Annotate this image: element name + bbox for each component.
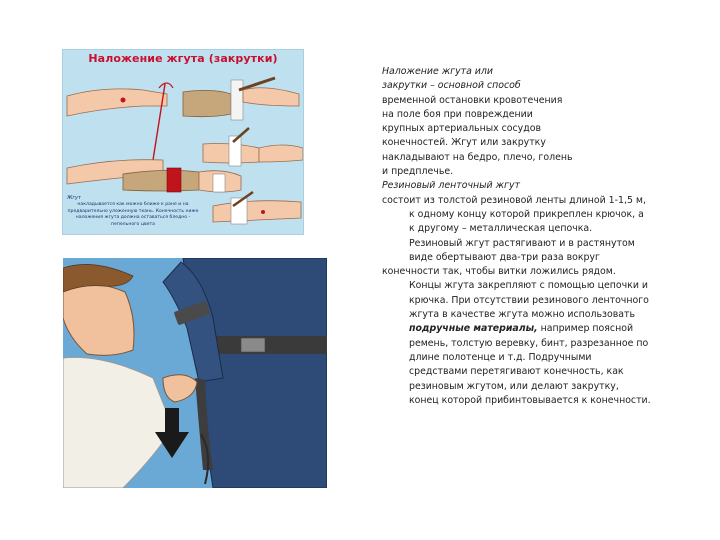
instruction-text xyxy=(382,65,682,408)
tourniquet-application-drawing xyxy=(63,258,327,488)
para2-line-2: к одному концу которой прикреплен крючок, а xyxy=(409,208,644,220)
para3-line-4: жгута в качестве жгута можно использовать xyxy=(409,309,636,321)
figure-caption-label: Жгут xyxy=(67,195,81,201)
para3-line-5-rest: например поясной xyxy=(537,323,634,335)
emphasis-improvised-materials: подручные материалы, xyxy=(409,323,538,335)
para2-line-3: к другому – металлическая цепочка. xyxy=(409,223,593,235)
para3-line-9: резиновым жгутом, или делают закрутку, xyxy=(409,380,619,392)
figure-title: Наложение жгута (закрутки) xyxy=(88,52,278,65)
para3-line-10: конец которой прибинтовывается к конечности. xyxy=(409,394,651,406)
para3-line-5 xyxy=(382,322,682,336)
para3-line-1: конечности так, чтобы витки ложились рядом. xyxy=(382,266,616,278)
para3-line-7: длине полотенце и т.д. Подручными xyxy=(409,351,592,363)
para1-line-2: на поле боя при повреждении xyxy=(382,108,533,120)
figure-caption-text: накладывается как можно ближе к ране и на предварительно уложенную ткань. Конечность ниже наложения жгута должна оставаться бледно - пепельного цвета xyxy=(67,202,199,227)
tourniquet-application-illustration xyxy=(63,258,327,488)
para2-line-4: Резиновый жгут растягивают и в растянутом xyxy=(409,237,635,249)
para1-line-6: и предплечье. xyxy=(382,166,454,178)
tourniquet-steps-illustration xyxy=(62,49,304,235)
para3-line-8: средствами перетягивают конечность, как xyxy=(409,366,624,378)
para2-line-5: виде обертывают два-три раза вокруг xyxy=(409,251,600,263)
para3-line-3: крючка. При отсутствии резинового ленточного xyxy=(409,294,649,306)
para3-line-6: ремень, толстую веревку, бинт, разрезанное по xyxy=(409,337,649,349)
subheading: Резиновый ленточный жгут xyxy=(382,180,520,192)
heading-line-1: Наложение жгута или xyxy=(382,66,493,77)
para1-line-3: крупных артериальных сосудов xyxy=(382,123,541,135)
para2-line-1: состоит из толстой резиновой ленты длиной 1-1,5 м, xyxy=(382,194,646,206)
para3-line-2: Концы жгута закрепляют с помощью цепочки и xyxy=(409,280,649,292)
heading-line-2: закрутки – основной способ xyxy=(382,80,521,92)
para1-line-4: конечностей. Жгут или закрутку xyxy=(382,137,546,149)
para1-line-5: накладывают на бедро, плечо, голень xyxy=(382,151,573,163)
para1-line-1: временной остановки кровотечения xyxy=(382,94,563,106)
